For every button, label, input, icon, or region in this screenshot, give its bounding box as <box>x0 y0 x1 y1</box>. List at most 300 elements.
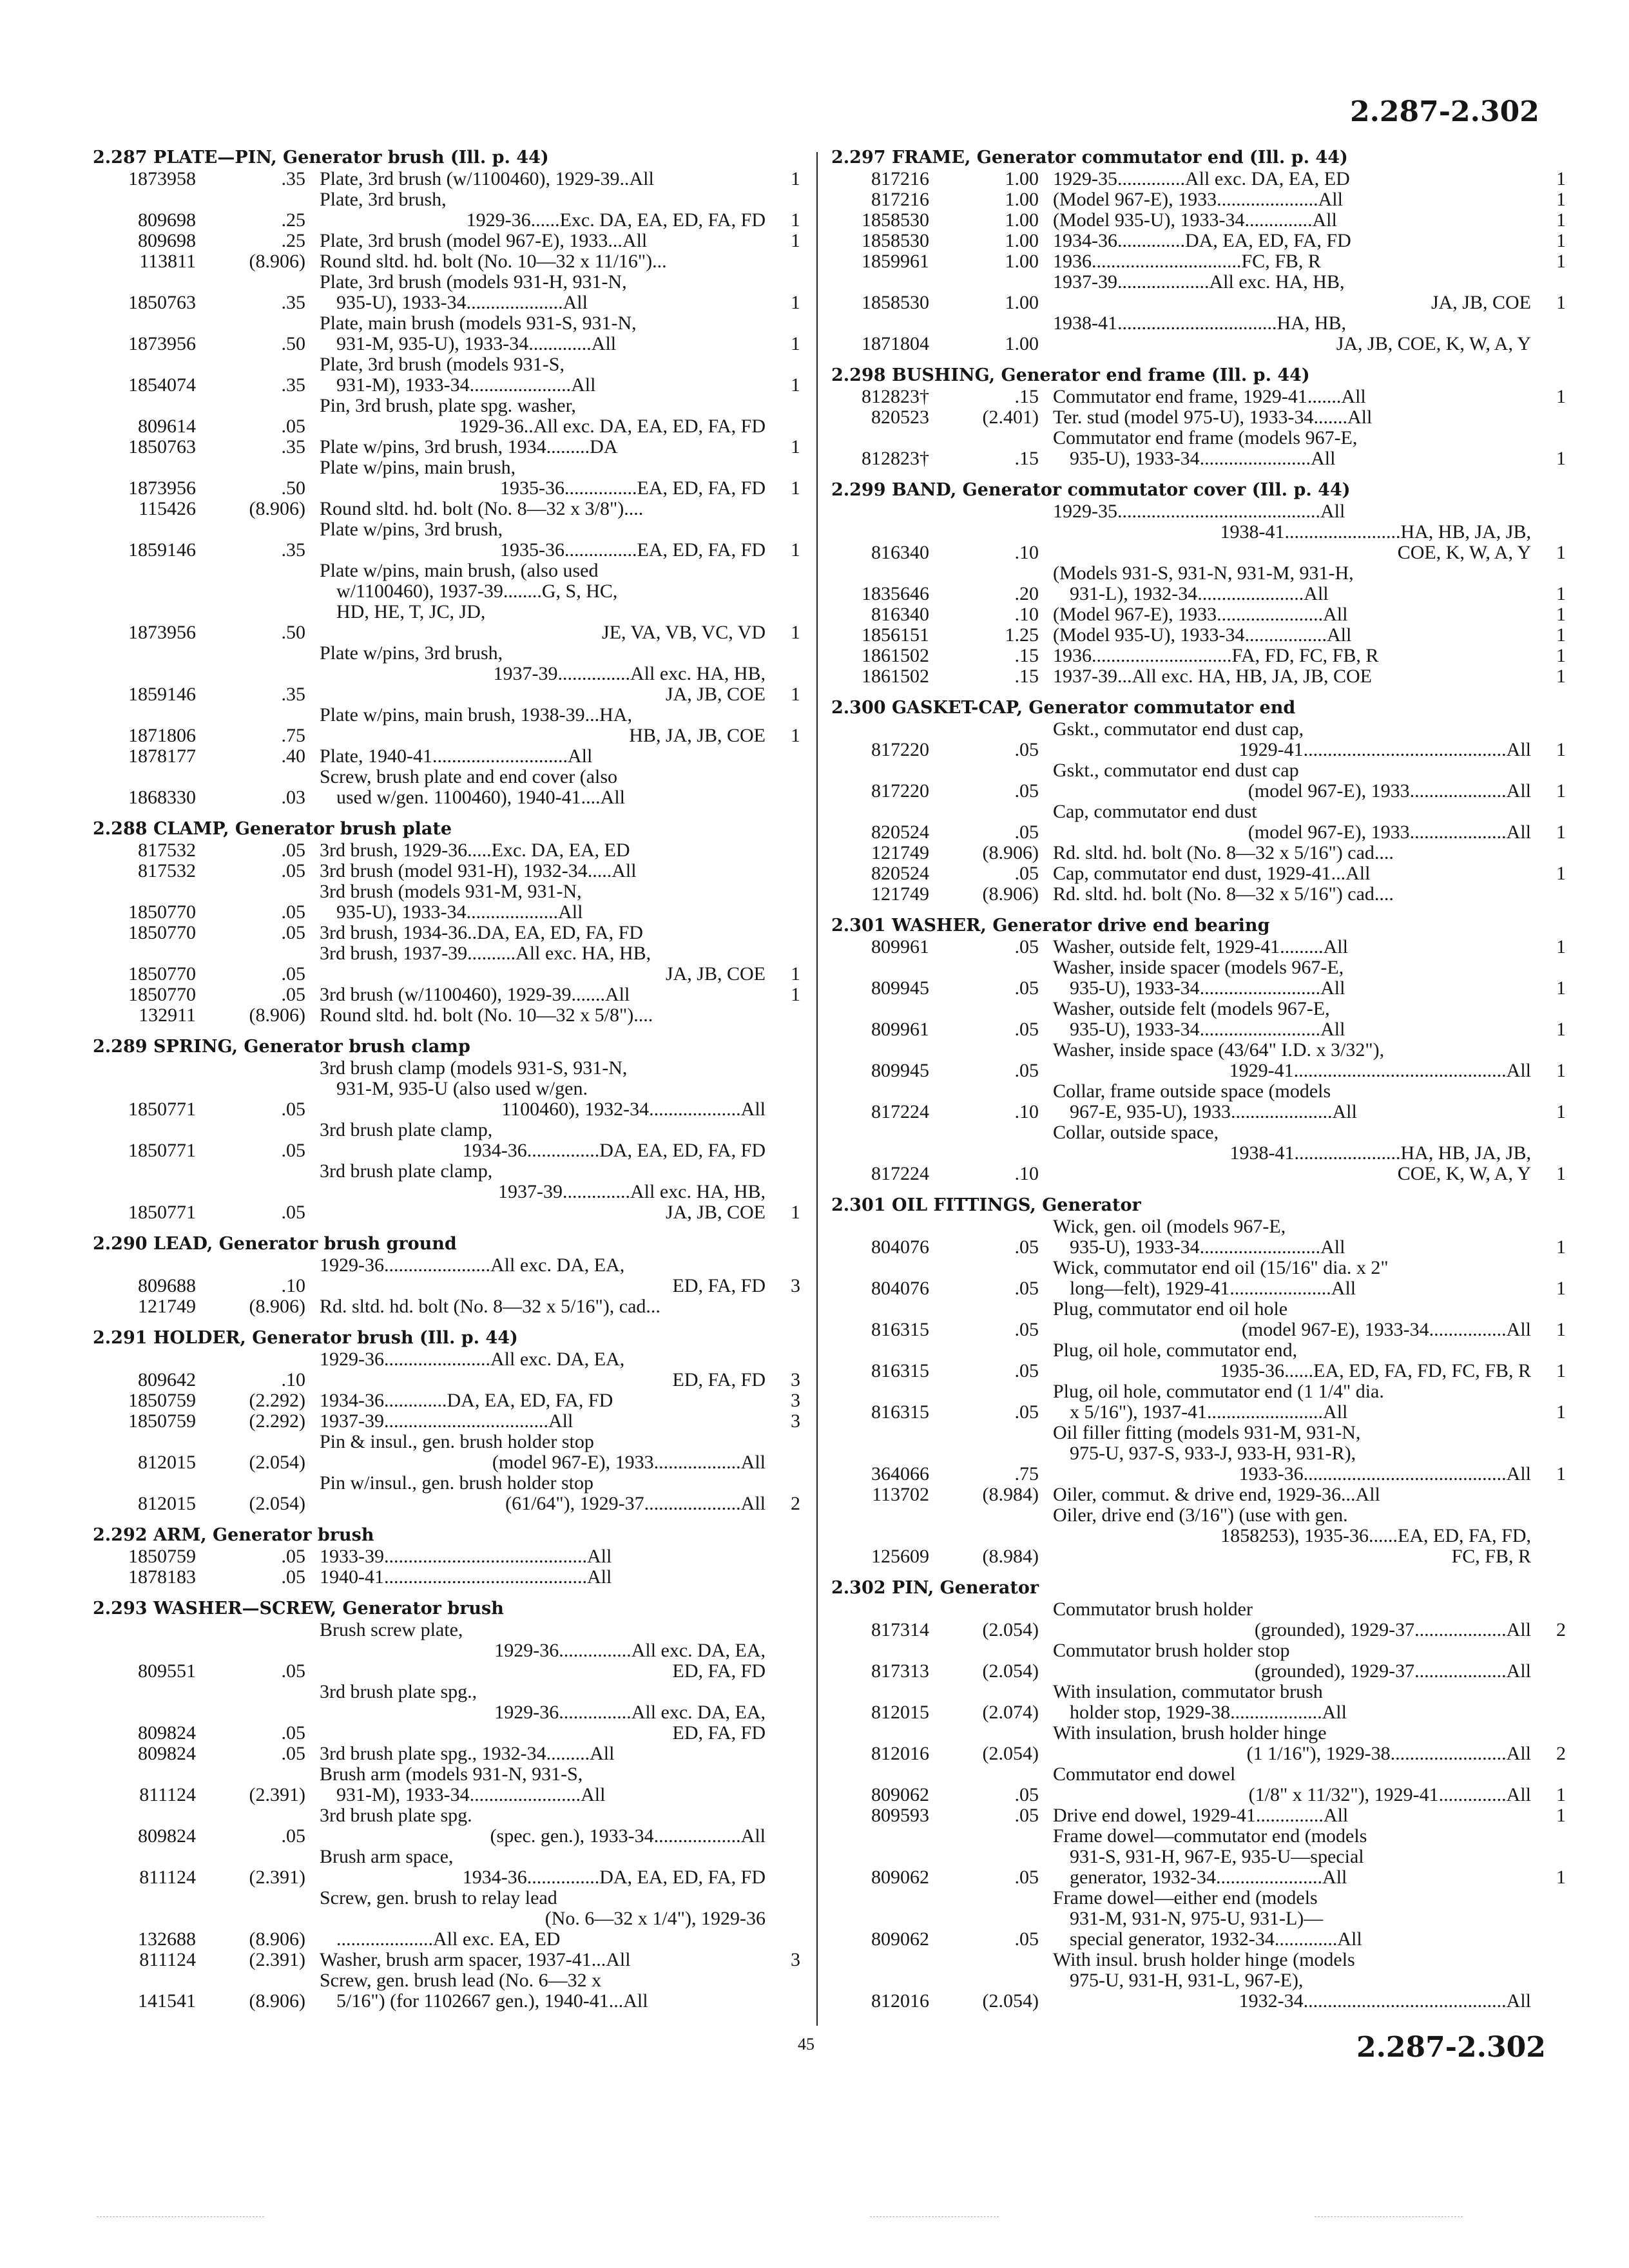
part-number: 1878177 <box>128 745 196 767</box>
part-price: 1.00 <box>1005 168 1039 189</box>
part-row <box>93 1005 800 1026</box>
section-title: 2.289 SPRING, Generator brush clamp <box>93 1037 470 1057</box>
description-line: Oiler, commut. & drive end, 1929-36...All <box>1053 1484 1380 1505</box>
part-description <box>1039 1081 1540 1122</box>
part-description <box>305 1805 775 1847</box>
part-number: 809824 <box>138 1743 196 1764</box>
section-title: 2.288 CLAMP, Generator brush plate <box>93 819 452 839</box>
part-number: 812016 <box>871 1990 929 2012</box>
catalog-section <box>831 1195 1566 1567</box>
part-number: 364066 <box>871 1463 929 1485</box>
part-price: .05 <box>281 1546 305 1567</box>
part-price: .05 <box>1014 780 1039 802</box>
part-row <box>831 957 1566 999</box>
part-price: .05 <box>1014 936 1039 957</box>
part-price: .05 <box>1014 1805 1039 1826</box>
part-quantity: 1 <box>791 436 800 457</box>
part-number: 804076 <box>871 1236 929 1258</box>
part-row <box>93 437 800 457</box>
catalog-section <box>831 915 1566 1184</box>
part-number: 1878183 <box>128 1566 196 1588</box>
description-line: 1929-35..........................................All <box>1053 501 1345 522</box>
part-price: (2.391) <box>249 1949 305 1970</box>
description-line: (grounded), 1929-37...................All <box>1254 1660 1531 1682</box>
part-number: 121749 <box>138 1296 196 1317</box>
part-quantity: 1 <box>791 230 800 251</box>
part-quantity: 1 <box>791 984 800 1005</box>
description-line: 1937-39...................All exc. HA, HB, <box>1053 271 1345 293</box>
part-description <box>1039 1640 1540 1682</box>
part-quantity: 3 <box>791 1390 800 1411</box>
part-price: .05 <box>1014 1784 1039 1805</box>
section-title: 2.290 LEAD, Generator brush ground <box>93 1234 457 1254</box>
description-line: (Model 967-E), 1933......................All <box>1053 604 1348 625</box>
part-quantity: 1 <box>1556 1163 1566 1184</box>
part-number: 817313 <box>871 1660 929 1682</box>
part-number: 817220 <box>871 739 929 760</box>
description-line: generator, 1932-34......................All <box>1070 1867 1347 1888</box>
part-number: 816315 <box>871 1360 929 1381</box>
part-quantity: 1 <box>791 477 800 499</box>
part-price: (8.906) <box>249 1296 305 1317</box>
description-line: Pin w/insul., gen. brush holder stop <box>320 1472 593 1494</box>
description-line: ED, FA, FD <box>672 1722 766 1744</box>
description-line: JE, VA, VB, VC, VD <box>602 622 766 643</box>
part-row <box>831 1723 1566 1764</box>
part-description <box>305 1847 775 1888</box>
catalog-section <box>831 479 1566 687</box>
part-quantity: 1 <box>1556 292 1566 313</box>
description-line: (No. 6—32 x 1/4"), 1929-36 <box>545 1908 766 1929</box>
part-description <box>1039 957 1540 999</box>
part-row <box>831 1805 1566 1826</box>
part-description <box>305 1120 775 1161</box>
part-row <box>831 1340 1566 1381</box>
description-line: (61/64"), 1929-37....................All <box>505 1493 766 1514</box>
part-row <box>831 1423 1566 1485</box>
part-description <box>1039 1216 1540 1258</box>
part-row <box>831 760 1566 802</box>
part-row <box>93 561 800 643</box>
description-line: 1929-36......................All exc. DA, EA, <box>320 1349 625 1370</box>
part-price: .10 <box>1014 1101 1039 1122</box>
description-line: JA, JB, COE, K, W, A, Y <box>1336 333 1531 354</box>
part-number: 1850771 <box>128 1099 196 1120</box>
part-quantity: 1 <box>1556 542 1566 563</box>
part-price: .35 <box>281 292 305 313</box>
section-title: 2.299 BAND, Generator commutator cover (Ill. p. 44) <box>831 480 1351 500</box>
description-line: Gskt., commutator end dust cap, <box>1053 718 1304 740</box>
description-line: 1929-35..............All exc. DA, EA, ED <box>1053 168 1350 189</box>
part-description <box>305 1161 775 1223</box>
part-description <box>1039 231 1540 251</box>
part-row <box>93 169 800 189</box>
part-price: 1.00 <box>1005 251 1039 272</box>
part-number: 1858530 <box>862 292 929 313</box>
part-price: 1.25 <box>1005 624 1039 646</box>
description-line: 1937-39..................................All <box>320 1410 574 1432</box>
description-line: Screw, gen. brush lead (No. 6—32 x <box>320 1970 602 1991</box>
part-quantity: 1 <box>1556 936 1566 957</box>
description-line: (model 967-E), 1933-34................All <box>1241 1319 1531 1340</box>
part-description <box>1039 272 1540 313</box>
part-quantity: 1 <box>1556 1278 1566 1299</box>
part-quantity: 1 <box>1556 583 1566 604</box>
catalog-section <box>831 147 1566 354</box>
part-price: (2.054) <box>982 1660 1039 1682</box>
part-quantity: 1 <box>1556 386 1566 407</box>
part-row <box>93 643 800 705</box>
part-row <box>93 1970 800 2012</box>
part-price: .50 <box>281 333 305 354</box>
description-line: ED, FA, FD <box>672 1275 766 1296</box>
part-row <box>831 313 1566 354</box>
part-quantity: 1 <box>791 168 800 189</box>
description-line: x 5/16"), 1937-41........................All <box>1070 1401 1348 1423</box>
description-line: long—felt), 1929-41.....................All <box>1070 1278 1356 1299</box>
part-description <box>1039 666 1540 687</box>
part-description <box>305 767 775 808</box>
description-line: Collar, outside space, <box>1053 1122 1219 1143</box>
part-row <box>93 1161 800 1223</box>
part-description <box>305 519 775 561</box>
description-line: 1858253), 1935-36......EA, ED, FA, FD, <box>1220 1525 1531 1546</box>
part-number: 132911 <box>139 1004 196 1026</box>
part-description <box>1039 387 1540 407</box>
description-line: 931-M, 935-U), 1933-34.............All <box>336 333 617 354</box>
part-description <box>305 1255 775 1296</box>
part-quantity: 1 <box>791 684 800 705</box>
part-row <box>93 943 800 985</box>
part-price: (2.391) <box>249 1784 305 1805</box>
part-price: .10 <box>1014 542 1039 563</box>
description-line: 935-U), 1933-34.........................All <box>1070 1019 1345 1040</box>
part-price: (2.054) <box>982 1743 1039 1764</box>
description-line: 3rd brush plate spg., 1932-34.........All <box>320 1743 615 1764</box>
part-description <box>1039 719 1540 760</box>
part-description <box>1039 1950 1540 2012</box>
part-description <box>1039 1805 1540 1826</box>
part-number: 1850771 <box>128 1202 196 1223</box>
part-number: 809698 <box>138 209 196 231</box>
part-row <box>93 1744 800 1764</box>
part-price: .15 <box>1014 645 1039 666</box>
scan-mark <box>1315 2216 1463 2217</box>
part-description <box>305 1296 775 1317</box>
part-description <box>305 1682 775 1744</box>
part-price: (8.906) <box>249 1990 305 2012</box>
description-line: 1938-41........................HA, HB, JA, JB, <box>1220 521 1531 543</box>
part-description <box>1039 1040 1540 1081</box>
part-number: 1871806 <box>128 725 196 746</box>
description-line: 1929-36......Exc. DA, EA, ED, FA, FD <box>466 209 766 231</box>
part-price: (2.054) <box>982 1619 1039 1640</box>
part-price: .15 <box>1014 666 1039 687</box>
description-line: Plate, 3rd brush (model 967-E), 1933...All <box>320 230 648 251</box>
part-price: .05 <box>1014 1236 1039 1258</box>
part-price: .05 <box>281 416 305 437</box>
part-row <box>93 1546 800 1567</box>
part-quantity: 1 <box>1556 1867 1566 1888</box>
description-line: Washer, inside space (43/64" I.D. x 3/32"), <box>1053 1039 1385 1061</box>
part-number: 1850770 <box>128 922 196 943</box>
part-description <box>1039 1764 1540 1805</box>
part-row <box>831 1640 1566 1682</box>
part-quantity: 1 <box>791 963 800 985</box>
part-number: 1858530 <box>862 230 929 251</box>
part-quantity: 2 <box>791 1493 800 1514</box>
part-row <box>93 1411 800 1432</box>
part-number: 817216 <box>871 168 929 189</box>
part-number: 817216 <box>871 189 929 210</box>
part-quantity: 1 <box>791 333 800 354</box>
part-price: .05 <box>281 963 305 985</box>
part-row <box>93 881 800 923</box>
description-line: 975-U, 931-H, 931-L, 967-E), <box>1070 1970 1304 1991</box>
part-number: 113811 <box>139 251 196 272</box>
description-line: 1934-36...............DA, EA, ED, FA, FD <box>462 1867 766 1888</box>
description-line: 935-U), 1933-34.........................All <box>1070 1236 1345 1258</box>
part-price: .10 <box>281 1369 305 1390</box>
description-line: 3rd brush, 1937-39..........All exc. HA, HB, <box>320 943 651 964</box>
section-title: 2.302 PIN, Generator <box>831 1578 1039 1598</box>
part-description <box>305 1411 775 1432</box>
part-description <box>305 1390 775 1411</box>
part-quantity: 1 <box>791 725 800 746</box>
part-price: .50 <box>281 477 305 499</box>
description-line: w/1100460), 1937-39........G, S, HC, <box>336 581 618 602</box>
part-price: .05 <box>281 984 305 1005</box>
description-line: special generator, 1932-34.............All <box>1070 1928 1362 1950</box>
part-price: .05 <box>281 860 305 881</box>
description-line: Brush arm space, <box>320 1846 454 1867</box>
part-description <box>1039 802 1540 843</box>
footer-range: 2.287-2.302 <box>1356 2031 1546 2064</box>
part-number: 125609 <box>871 1546 929 1567</box>
description-line: 1933-39..........................................All <box>320 1546 612 1567</box>
part-row <box>831 843 1566 863</box>
part-description <box>1039 1888 1540 1950</box>
part-number: 812015 <box>871 1702 929 1723</box>
part-price: (2.074) <box>982 1702 1039 1723</box>
part-number: 812823† <box>862 386 929 407</box>
part-price: 1.00 <box>1005 209 1039 231</box>
part-number: 809062 <box>871 1784 929 1805</box>
description-line: 1938-41......................HA, HB, JA, JB, <box>1229 1142 1531 1164</box>
part-price: (8.906) <box>982 842 1039 863</box>
part-row <box>831 646 1566 666</box>
part-description <box>1039 625 1540 646</box>
description-line: 1932-34..........................................All <box>1239 1990 1531 2012</box>
part-price: .05 <box>1014 1019 1039 1040</box>
description-line: JA, JB, COE <box>665 963 766 985</box>
part-description <box>305 1888 775 1950</box>
part-row <box>831 428 1566 469</box>
part-row <box>93 1764 800 1805</box>
part-quantity: 1 <box>1556 230 1566 251</box>
part-description <box>1039 999 1540 1040</box>
part-price: (2.401) <box>982 407 1039 428</box>
description-line: COE, K, W, A, Y <box>1397 1163 1531 1184</box>
description-line: 1100460), 1932-34...................All <box>501 1099 766 1120</box>
part-number: 141541 <box>138 1990 196 2012</box>
part-quantity: 1 <box>1556 1019 1566 1040</box>
description-line: (Models 931-S, 931-N, 931-M, 931-H, <box>1053 562 1354 584</box>
part-description <box>305 1058 775 1120</box>
part-row <box>831 210 1566 231</box>
part-row <box>831 272 1566 313</box>
part-quantity: 1 <box>1556 1360 1566 1381</box>
part-description <box>1039 1599 1540 1640</box>
description-line: 935-U), 1933-34....................All <box>336 292 588 313</box>
part-price: .05 <box>281 1825 305 1847</box>
part-number: 804076 <box>871 1278 929 1299</box>
part-description <box>1039 313 1540 354</box>
part-price: (2.292) <box>249 1410 305 1432</box>
part-row <box>93 705 800 746</box>
part-quantity: 1 <box>1556 1319 1566 1340</box>
description-line: Rd. sltd. hd. bolt (No. 8—32 x 5/16") cad.... <box>1053 842 1394 863</box>
part-number: 121749 <box>871 883 929 905</box>
description-line: Plug, oil hole, commutator end (1 1/4" dia. <box>1053 1381 1384 1402</box>
description-line: 935-U), 1933-34.......................All <box>1070 448 1336 469</box>
part-description <box>1039 169 1540 189</box>
part-number: 1873956 <box>128 477 196 499</box>
description-line: 1934-36...............DA, EA, ED, FA, FD <box>462 1140 766 1161</box>
part-row <box>831 1764 1566 1805</box>
description-line: ....................All exc. EA, ED <box>336 1928 561 1950</box>
part-price: .05 <box>1014 1928 1039 1950</box>
description-line: 3rd brush (models 931-M, 931-N, <box>320 881 582 902</box>
part-row <box>831 1258 1566 1299</box>
part-number: 809961 <box>871 1019 929 1040</box>
description-line: 1929-36......................All exc. DA, EA, <box>320 1254 625 1276</box>
part-number: 816315 <box>871 1319 929 1340</box>
part-number: 812015 <box>138 1452 196 1473</box>
description-line: 1935-36......EA, ED, FA, FD, FC, FB, R <box>1220 1360 1531 1381</box>
part-quantity: 1 <box>1556 448 1566 469</box>
part-description <box>305 561 775 643</box>
part-quantity: 2 <box>1556 1619 1566 1640</box>
part-row <box>93 1120 800 1161</box>
part-description <box>305 1432 775 1473</box>
part-description <box>305 251 775 272</box>
description-line: JA, JB, COE <box>665 684 766 705</box>
part-row <box>93 1805 800 1847</box>
part-number: 1859961 <box>862 251 929 272</box>
description-line: 1937-39...............All exc. HA, HB, <box>493 663 766 684</box>
section-title: 2.287 PLATE—PIN, Generator brush (Ill. p. 44) <box>93 148 549 168</box>
part-number: 812823† <box>862 448 929 469</box>
part-number: 809642 <box>138 1369 196 1390</box>
part-price: .15 <box>1014 448 1039 469</box>
description-line: Round sltd. hd. bolt (No. 10—32 x 5/8").... <box>320 1004 653 1026</box>
description-line: 1936.............................FA, FD, FC, FB, R <box>1053 645 1379 666</box>
part-description <box>305 881 775 923</box>
part-row <box>93 1888 800 1950</box>
description-line: 1929-36..All exc. DA, EA, ED, FA, FD <box>459 416 766 437</box>
description-line: Washer, outside felt (models 967-E, <box>1053 998 1330 1019</box>
part-description <box>305 1744 775 1764</box>
part-row <box>831 563 1566 604</box>
part-quantity: 1 <box>1556 863 1566 884</box>
description-line: Plug, commutator end oil hole <box>1053 1298 1288 1320</box>
description-line: Washer, outside felt, 1929-41.........All <box>1053 936 1348 957</box>
part-number: 1850763 <box>128 292 196 313</box>
part-row <box>831 189 1566 210</box>
part-number: 809062 <box>871 1867 929 1888</box>
part-description <box>1039 646 1540 666</box>
description-line: Washer, brush arm spacer, 1937-41...All <box>320 1949 631 1970</box>
description-line: 1929-41..........................................All <box>1239 739 1531 760</box>
description-line: 931-L), 1932-34......................All <box>1070 583 1329 604</box>
catalog-section <box>93 1233 800 1317</box>
part-quantity: 1 <box>1556 1401 1566 1423</box>
part-description <box>1039 1340 1540 1381</box>
part-price: 1.00 <box>1005 189 1039 210</box>
part-quantity: 1 <box>1556 739 1566 760</box>
part-quantity: 1 <box>1556 189 1566 210</box>
part-row <box>93 840 800 861</box>
description-line: (1/8" x 11/32"), 1929-41..............All <box>1248 1784 1531 1805</box>
part-quantity: 1 <box>1556 1463 1566 1485</box>
part-price: (2.391) <box>249 1867 305 1888</box>
part-quantity: 3 <box>791 1949 800 1970</box>
description-line: (model 967-E), 1933....................All <box>1248 780 1531 802</box>
part-description <box>305 840 775 861</box>
part-number: 121749 <box>871 842 929 863</box>
part-description <box>305 746 775 767</box>
description-line: Plate, 3rd brush, <box>320 189 447 210</box>
description-line: JA, JB, COE <box>1431 292 1531 313</box>
part-row <box>831 719 1566 760</box>
scan-mark <box>97 2216 264 2217</box>
description-line: 967-E, 935-U), 1933.....................All <box>1070 1101 1357 1122</box>
description-line: 931-M, 931-N, 975-U, 931-L)— <box>1070 1908 1324 1929</box>
part-description <box>305 231 775 251</box>
section-title: 2.297 FRAME, Generator commutator end (Ill. p. 44) <box>831 148 1348 168</box>
description-line: 3rd brush plate spg. <box>320 1805 472 1826</box>
description-line: (spec. gen.), 1933-34..................All <box>490 1825 766 1847</box>
part-description <box>305 943 775 985</box>
description-line: Screw, gen. brush to relay lead <box>320 1887 557 1908</box>
description-line: Plate, 3rd brush (w/1100460), 1929-39..All <box>320 168 654 189</box>
part-number: 809614 <box>138 416 196 437</box>
part-price: .05 <box>1014 1401 1039 1423</box>
part-number: 1850770 <box>128 963 196 985</box>
part-quantity: 1 <box>1556 1236 1566 1258</box>
part-row <box>93 1349 800 1390</box>
part-price: 1.00 <box>1005 292 1039 313</box>
description-line: Plate, 3rd brush (models 931-H, 931-N, <box>320 271 627 293</box>
description-line: Commutator end frame, 1929-41.......All <box>1053 386 1366 407</box>
description-line: Screw, brush plate and end cover (also <box>320 766 618 787</box>
part-number: 1861502 <box>862 666 929 687</box>
part-row <box>831 863 1566 884</box>
part-price: .05 <box>281 1202 305 1223</box>
part-quantity: 1 <box>1556 645 1566 666</box>
section-title: 2.298 BUSHING, Generator end frame (Ill. p. 44) <box>831 365 1310 385</box>
part-description <box>305 189 775 231</box>
part-row <box>831 387 1566 407</box>
description-line: 5/16") (for 1102667 gen.), 1940-41...All <box>336 1990 648 2012</box>
part-description <box>1039 1723 1540 1764</box>
part-row <box>93 1473 800 1514</box>
part-price: .05 <box>1014 863 1039 884</box>
part-description <box>1039 760 1540 802</box>
description-line: 1938-41.................................HA, HB, <box>1053 312 1346 334</box>
part-row <box>93 251 800 272</box>
